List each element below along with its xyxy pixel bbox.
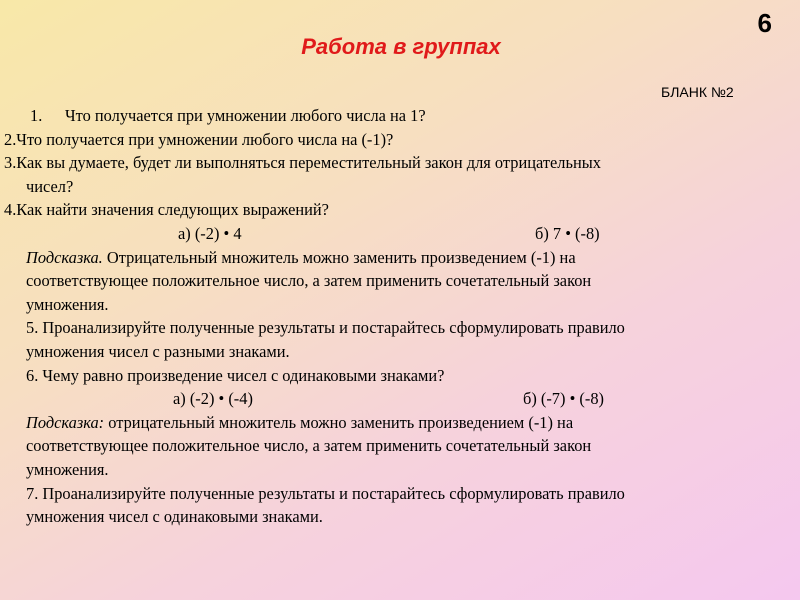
hint-1-line-2: соответствующее положительное число, а затем применить сочетательный закон: [26, 271, 592, 291]
hint-2: [4, 411, 784, 435]
question-1-text: Что получается при умножении любого числа на 1?: [65, 106, 426, 125]
hint-1-text: Отрицательный множитель можно заменить произведением (-1) на: [102, 247, 576, 267]
form-label: БЛАНК №2: [661, 84, 734, 100]
question-3-number: 3.: [4, 153, 17, 173]
hint-1-label: Подсказка.: [26, 247, 103, 267]
hint-2-line-2: соответствующее положительное число, а затем применить сочетательный закон: [26, 436, 592, 456]
hint-2-label: Подсказка:: [26, 412, 105, 432]
question-4-number: 4.: [4, 200, 17, 220]
hint-1: [4, 246, 784, 270]
hint-2-line-3: умножения.: [26, 459, 109, 479]
question-4-text: Как найти значения следующих выражений?: [16, 200, 329, 220]
expression-2b: б) (-7) • (-8): [523, 389, 604, 409]
question-2-text: Что получается при умножении любого числа на (-1)?: [16, 129, 394, 149]
hint-2-text: отрицательный множитель можно заменить произведением (-1) на: [104, 412, 574, 432]
question-7: 7. Проанализируйте полученные результаты и постарайтесь сформулировать правило: [26, 483, 625, 503]
page-title-text: Работа в группах: [301, 34, 501, 59]
expression-1b: б) 7 • (-8): [535, 223, 600, 243]
question-3-continuation: чисел?: [26, 176, 74, 196]
question-5: 5. Проанализируйте полученные результаты и постарайтесь сформулировать правило: [26, 318, 625, 338]
question-2: [4, 128, 784, 152]
expression-row-2: [4, 387, 784, 411]
page-title: [0, 34, 800, 60]
question-1: [4, 104, 784, 128]
question-4: [4, 198, 784, 222]
question-5-line-2: умножения чисел с разными знаками.: [26, 341, 290, 361]
question-1-number: 1.: [30, 106, 43, 125]
question-6: 6. Чему равно произведение чисел с одинаковыми знаками?: [26, 365, 445, 385]
slide-number: 6: [757, 8, 772, 38]
question-3-text: Как вы думаете, будет ли выполняться переместительный закон для отрицательных: [16, 153, 601, 173]
hint-1-line-3: умножения.: [26, 294, 109, 314]
question-3: [4, 151, 784, 175]
task-list: [4, 104, 784, 529]
question-7-line-2: умножения чисел с одинаковыми знаками.: [26, 507, 323, 527]
question-2-number: 2.: [4, 129, 17, 149]
expression-row-1: [4, 222, 784, 246]
expression-1a: а) (-2) • 4: [178, 223, 242, 243]
expression-2a: а) (-2) • (-4): [173, 389, 253, 409]
